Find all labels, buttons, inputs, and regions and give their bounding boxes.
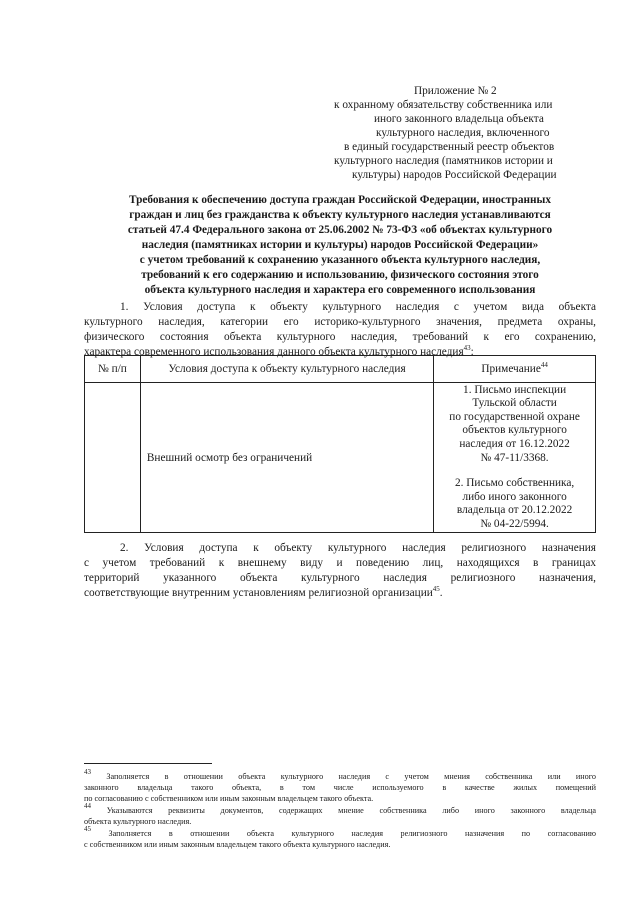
title-line: граждан и лиц без гражданства к объекту культурного наследия устанавливаются (129, 209, 551, 221)
cell-num (85, 383, 141, 533)
footnote-line: законного владельца такого объекта, в том числе используемого в качестве жилых помещений (84, 783, 596, 792)
cell-conditions: Внешний осмотр без ограничений (140, 383, 433, 533)
access-conditions-table (84, 355, 596, 533)
title-line: требований к его содержанию и использованию, физического состояния этого (141, 269, 539, 281)
title-line: Требования к обеспечению доступа граждан Российской Федерации, иностранных (129, 194, 551, 206)
footnote-line: по согласованию с собственником или иным законным владельцем такого объекта. (84, 794, 374, 803)
title-line: с учетом требований к сохранению указанного объекта культурного наследия, (139, 254, 541, 266)
paragraph-line: территорий указанного объекта культурного наследия религиозного назначения, (84, 572, 596, 584)
appendix-line: культурного наследия, включенного (376, 127, 550, 139)
note-letter-2: 2. Письмо собственника, либо иного законного владельца от 20.12.2022 № 04-22/5994. (454, 477, 575, 530)
footnote-line: с собственником или иным законным владельцем такого объекта культурного наследия. (84, 840, 391, 849)
header-num: № п/п (85, 356, 141, 383)
appendix-line: иного законного владельца объекта (374, 113, 544, 125)
footnote-ref-43: 43 (463, 344, 471, 352)
footnote-44: $^{44}$ Указываются реквизиты документов, содержащих мнение собственника либо иного законного владельца (84, 802, 596, 815)
title-line: объекта культурного наследия и характера его современного использования (144, 284, 536, 296)
paragraph-line: физического состояния объекта культурного наследия, требований к его сохранению, (84, 331, 596, 343)
table-row (85, 383, 596, 533)
header-note: Примечание$^{44}$ (434, 356, 596, 383)
paragraph-line: культурного наследия, категории его историко-культурного значения, предмета охраны, (84, 316, 596, 328)
footnote-line: объекта культурного наследия. (84, 817, 192, 826)
paragraph-line: 1. Условия доступа к объекту культурного наследия с учетом вида объекта (120, 301, 596, 313)
footnote-ref-45: 45 (432, 585, 440, 593)
paragraph-line-last: соответствующие внутренним установлениям религиозной организации$^{45}$. (84, 585, 443, 599)
paragraph-line: 2. Условия доступа к объекту культурного наследия религиозного назначения (120, 542, 596, 554)
paragraph-line: с учетом требований к внешнему виду и поведению лиц, находящихся в границах (84, 557, 596, 569)
table-header-row (85, 356, 596, 383)
footnote-separator (84, 763, 212, 764)
appendix-line: в единый государственный реестр объектов (344, 141, 555, 153)
footnote-43: $^{43}$ Заполняется в отношении объекта культурного наследия с учетом мнения собственника или иного (84, 768, 597, 781)
appendix-line: к охранному обязательству собственника или (334, 99, 553, 111)
appendix-line: культурного наследия (памятников истории и (334, 155, 553, 167)
cell-note (434, 383, 596, 533)
footnote-45: $^{45}$ Заполняется в отношении объекта культурного наследия религиозного назначения по согласованию (84, 825, 596, 838)
title-line: наследия (памятниках истории и культуры) народов Российской Федерации» (141, 239, 539, 251)
paragraph-line-last: характера современного использования данного объекта культурного наследия$^{43}$: (84, 344, 474, 358)
appendix-line: культуры) народов Российской Федерации (352, 169, 557, 181)
note-letter-1: 1. Письмо инспекции Тульской области по государственной охране объектов культурного наследия от 16.12.2022 № 47-11/3368. (449, 383, 580, 464)
appendix-title: Приложение № 2 (414, 85, 497, 97)
title-line: статьей 47.4 Федерального закона от 25.06.2002 № 73-ФЗ «об объектах культурного (127, 224, 553, 236)
footnote-ref-44: 44 (540, 361, 548, 369)
header-conditions: Условия доступа к объекту культурного наследия (140, 356, 433, 383)
